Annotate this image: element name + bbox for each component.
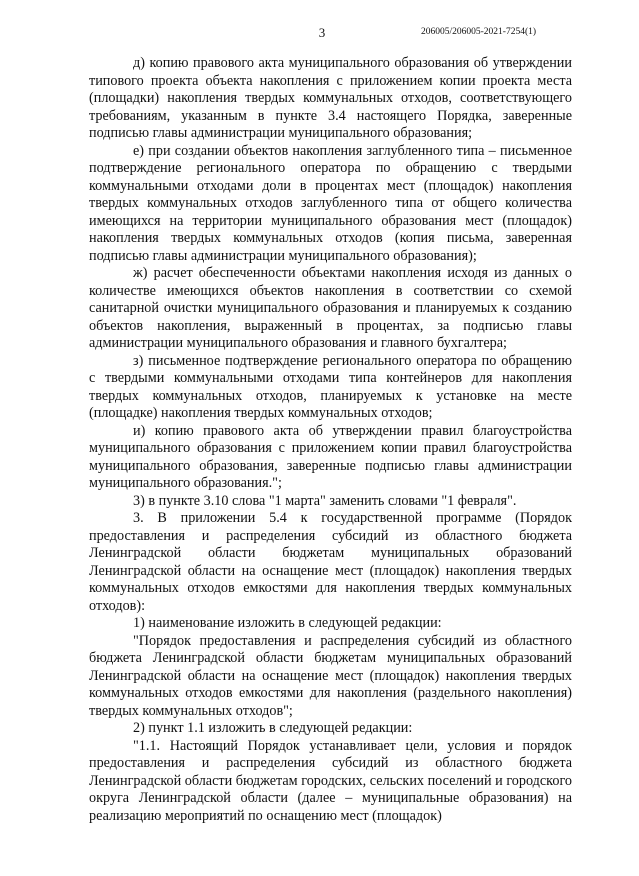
paragraph-new-title: "Порядок предоставления и распределения субсидий из областного бюджета Ленинградской области бюджетам муниципальных образований Ленинградской области на оснащение мест (площадок) накопления твердых коммунальных отходов емкостями для накопления (раздельного накопления) твердых коммунальных отходов"; <box>89 632 572 719</box>
paragraph-item-zh: ж) расчет обеспеченности объектами накопления исходя из данных о количестве имеющихся объектов накопления в соответствии со схемой санитарной очистки муниципального образования и планируемых к созданию объектов накопления, выраженный в процентах, за подписью главы администрации муниципального образования и главного бухгалтера; <box>89 265 572 351</box>
document-id: 206005/206005-2021-7254(1) <box>421 27 537 37</box>
paragraph-item-d: д) копию правового акта муниципального образования об утверждении типового проекта объекта накопления с приложением копии проекта места (площадки) накопления твердых коммунальных отходов, соответствующего требованиям, указанным в пункте 3.4 настоящего Порядка, заверенные подписью главы администрации муниципального образования; <box>89 55 572 141</box>
document-body <box>89 55 572 825</box>
paragraph-point-2: 2) пункт 1.1 изложить в следующей редакции: <box>133 720 413 736</box>
paragraph-item-z: з) письменное подтверждение регионального оператора по обращению с твердыми коммунальными отходами типа контейнеров для накопления твердых коммунальных отходов, планируемых к установке на месте (площадке) накопления твердых коммунальных отходов; <box>89 352 572 421</box>
paragraph-item-e: е) при создании объектов накопления заглубленного типа – письменное подтверждение регионального оператора по обращению с твердыми коммунальными отходами доли в процентах мест (площадок) накопления твердых коммунальных отходов заглубленного типа от общего количества имеющихся на территории муниципального образования мест (площадок) накопления твердых коммунальных отходов (копия письма, заверенная подписью главы администрации муниципального образования); <box>89 142 572 264</box>
paragraph-clause-1-1: "1.1. Настоящий Порядок устанавливает цели, условия и порядок предоставления и распределения субсидий из областного бюджета Ленинградской области бюджетам городских, сельских поселений и городского округа Ленинградской области (далее – муниципальные образования) на реализацию мероприятий по оснащению мест (площадок) <box>89 737 572 824</box>
page-number: 3 <box>318 25 326 40</box>
paragraph-point-3: 3) в пункте 3.10 слова "1 марта" заменить словами "1 февраля". <box>133 492 517 509</box>
paragraph-section-3: 3. В приложении 5.4 к государственной программе (Порядок предоставления и распределения субсидий из областного бюджета Ленинградской области бюджетам муниципальных образований Ленинградской области на оснащение мест (площадок) накопления твердых коммунальных отходов емкостями для накопления твердых коммунальных отходов): <box>89 510 572 614</box>
paragraph-item-i: и) копию правового акта об утверждении правил благоустройства муниципального образования с приложением копии правил благоустройства муниципального образования, заверенные подписью главы администрации муниципального образования."; <box>89 422 572 491</box>
paragraph-point-1: 1) наименование изложить в следующей редакции: <box>133 615 442 631</box>
